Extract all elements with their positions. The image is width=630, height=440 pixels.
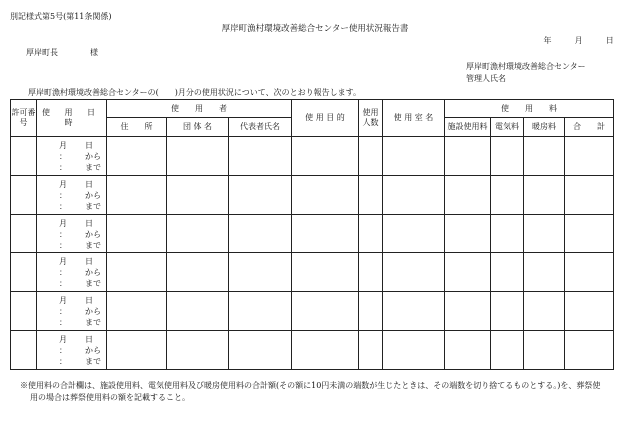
time-colon: ： <box>59 307 67 317</box>
header-fees: 使 用 料 <box>445 100 614 118</box>
date-month-label: 月 <box>59 296 67 306</box>
cell-representative[interactable] <box>229 253 292 292</box>
cell-address[interactable] <box>107 292 167 331</box>
cell-electricity-fee[interactable] <box>491 137 524 176</box>
cell-purpose[interactable] <box>292 330 359 369</box>
date-year-label: 年 <box>543 36 552 45</box>
cell-representative[interactable] <box>229 292 292 331</box>
time-until-label: まで <box>85 318 101 328</box>
cell-address[interactable] <box>107 175 167 214</box>
cell-address[interactable] <box>107 253 167 292</box>
footnote <box>20 380 620 404</box>
cell-organization[interactable] <box>167 330 229 369</box>
header-electricity-fee: 電気料 <box>491 118 524 137</box>
footnote-line-2: 用の場合は葬祭使用料の額を記載すること。 <box>30 393 190 402</box>
cell-total[interactable] <box>565 214 614 253</box>
cell-representative[interactable] <box>229 330 292 369</box>
cell-heating-fee[interactable] <box>524 253 565 292</box>
cell-electricity-fee[interactable] <box>491 175 524 214</box>
cell-purpose[interactable] <box>292 253 359 292</box>
time-colon: ： <box>59 201 67 211</box>
cell-address[interactable] <box>107 137 167 176</box>
cell-facility-fee[interactable] <box>445 214 491 253</box>
cell-facility-fee[interactable] <box>445 253 491 292</box>
time-from-label: から <box>85 268 101 278</box>
time-colon: ： <box>59 240 67 250</box>
time-until-label: まで <box>85 163 101 172</box>
cell-headcount[interactable] <box>359 175 383 214</box>
date-month-label: 月 <box>59 179 67 189</box>
cell-room-name[interactable] <box>383 175 445 214</box>
time-from-label: から <box>85 190 101 200</box>
time-colon: ： <box>59 190 67 200</box>
cell-organization[interactable] <box>167 292 229 331</box>
time-until-label: まで <box>85 356 101 366</box>
cell-representative[interactable] <box>229 214 292 253</box>
cell-purpose[interactable] <box>292 214 359 253</box>
cell-permit-number[interactable] <box>11 330 37 369</box>
date-month-label: 月 <box>574 36 583 45</box>
date-day-label: 日 <box>85 218 93 228</box>
form-number-label: 別記様式第5号(第11条関係) <box>10 12 112 21</box>
header-user: 使 用 者 <box>107 100 292 118</box>
header-representative: 代表者氏名 <box>229 118 292 137</box>
date-day-label: 日 <box>85 257 93 267</box>
date-month-label: 月 <box>59 257 67 267</box>
cell-total[interactable] <box>565 137 614 176</box>
cell-representative[interactable] <box>229 175 292 214</box>
table-row <box>11 253 614 292</box>
date-day-label: 日 <box>605 36 614 45</box>
cell-electricity-fee[interactable] <box>491 253 524 292</box>
time-colon: ： <box>59 163 67 172</box>
footnote-line-1: ※使用料の合計欄は、施設使用料、電気使用料及び暖房使用料の合計額(その額に10円未満の端数が生じたときは、その端数を切り捨てるものとする。)を、葬祭使 <box>20 381 601 390</box>
header-purpose: 使 用 目 的 <box>292 100 359 137</box>
cell-total[interactable] <box>565 330 614 369</box>
cell-facility-fee[interactable] <box>445 330 491 369</box>
date-month-label: 月 <box>59 141 67 150</box>
cell-electricity-fee[interactable] <box>491 214 524 253</box>
table-row <box>11 330 614 369</box>
time-from-label: から <box>85 152 101 161</box>
cell-permit-number[interactable] <box>11 253 37 292</box>
time-colon: ： <box>59 229 67 239</box>
table-row <box>11 292 614 331</box>
time-from-label: から <box>85 229 101 239</box>
cell-heating-fee[interactable] <box>524 214 565 253</box>
time-colon: ： <box>59 279 67 289</box>
time-colon: ： <box>59 345 67 355</box>
cell-room-name[interactable] <box>383 292 445 331</box>
table-row <box>11 214 614 253</box>
cell-facility-fee[interactable] <box>445 137 491 176</box>
cell-usage-datetime[interactable] <box>37 330 107 369</box>
cell-heating-fee[interactable] <box>524 137 565 176</box>
intro-statement: 厚岸町漁村環境改善総合センターの( )月分の使用状況について、次のとおり報告します。 <box>28 88 361 97</box>
cell-electricity-fee[interactable] <box>491 330 524 369</box>
cell-representative[interactable] <box>229 137 292 176</box>
report-date <box>523 36 614 46</box>
cell-organization[interactable] <box>167 175 229 214</box>
usage-report-table <box>10 99 614 370</box>
cell-room-name[interactable] <box>383 253 445 292</box>
cell-permit-number[interactable] <box>11 214 37 253</box>
cell-heating-fee[interactable] <box>524 292 565 331</box>
header-facility-fee: 施設使用料 <box>445 118 491 137</box>
cell-permit-number[interactable] <box>11 292 37 331</box>
header-usage-datetime: 使 用 日 時 <box>37 100 107 137</box>
cell-usage-datetime[interactable] <box>37 253 107 292</box>
cell-facility-fee[interactable] <box>445 292 491 331</box>
cell-usage-datetime[interactable] <box>37 292 107 331</box>
cell-headcount[interactable] <box>359 214 383 253</box>
cell-headcount[interactable] <box>359 137 383 176</box>
cell-purpose[interactable] <box>292 292 359 331</box>
cell-purpose[interactable] <box>292 175 359 214</box>
table-row <box>11 137 614 176</box>
cell-electricity-fee[interactable] <box>491 292 524 331</box>
date-month-label: 月 <box>59 334 67 344</box>
time-until-label: まで <box>85 240 101 250</box>
time-from-label: から <box>85 345 101 355</box>
document-title: 厚岸町漁村環境改善総合センター使用状況報告書 <box>221 24 409 34</box>
cell-organization[interactable] <box>167 214 229 253</box>
header-total: 合 計 <box>565 118 614 137</box>
time-colon: ： <box>59 318 67 328</box>
date-day-label: 日 <box>85 334 93 344</box>
time-until-label: まで <box>85 279 101 289</box>
cell-headcount[interactable] <box>359 330 383 369</box>
cell-total[interactable] <box>565 253 614 292</box>
cell-room-name[interactable] <box>383 214 445 253</box>
date-day-label: 日 <box>85 296 93 306</box>
reporter-organization: 厚岸町漁村環境改善総合センター <box>466 62 586 71</box>
cell-organization[interactable] <box>167 253 229 292</box>
cell-headcount[interactable] <box>359 292 383 331</box>
cell-room-name[interactable] <box>383 330 445 369</box>
cell-organization[interactable] <box>167 137 229 176</box>
time-until-label: まで <box>85 201 101 211</box>
cell-purpose[interactable] <box>292 137 359 176</box>
header-address: 住 所 <box>107 118 167 137</box>
cell-address[interactable] <box>107 330 167 369</box>
header-permit-number: 許可番号 <box>11 100 37 137</box>
cell-usage-datetime[interactable] <box>37 137 107 176</box>
date-day-label: 日 <box>85 141 93 150</box>
header-organization: 団 体 名 <box>167 118 229 137</box>
time-colon: ： <box>59 268 67 278</box>
header-headcount: 使用人数 <box>359 100 383 137</box>
reporter-manager-name-label: 管理人氏名 <box>466 74 506 83</box>
cell-heating-fee[interactable] <box>524 175 565 214</box>
table-row <box>11 175 614 214</box>
cell-room-name[interactable] <box>383 137 445 176</box>
cell-usage-datetime[interactable] <box>37 175 107 214</box>
date-day-label: 日 <box>85 179 93 189</box>
cell-total[interactable] <box>565 175 614 214</box>
time-colon: ： <box>59 152 67 161</box>
cell-facility-fee[interactable] <box>445 175 491 214</box>
header-heating-fee: 暖房料 <box>524 118 565 137</box>
cell-usage-datetime[interactable] <box>37 214 107 253</box>
header-room-name: 使 用 室 名 <box>383 100 445 137</box>
date-month-label: 月 <box>59 218 67 228</box>
addressee: 厚岸町長 様 <box>26 48 98 57</box>
time-from-label: から <box>85 307 101 317</box>
cell-permit-number[interactable] <box>11 175 37 214</box>
cell-permit-number[interactable] <box>11 137 37 176</box>
cell-heating-fee[interactable] <box>524 330 565 369</box>
time-colon: ： <box>59 356 67 366</box>
cell-address[interactable] <box>107 214 167 253</box>
cell-headcount[interactable] <box>359 253 383 292</box>
cell-total[interactable] <box>565 292 614 331</box>
